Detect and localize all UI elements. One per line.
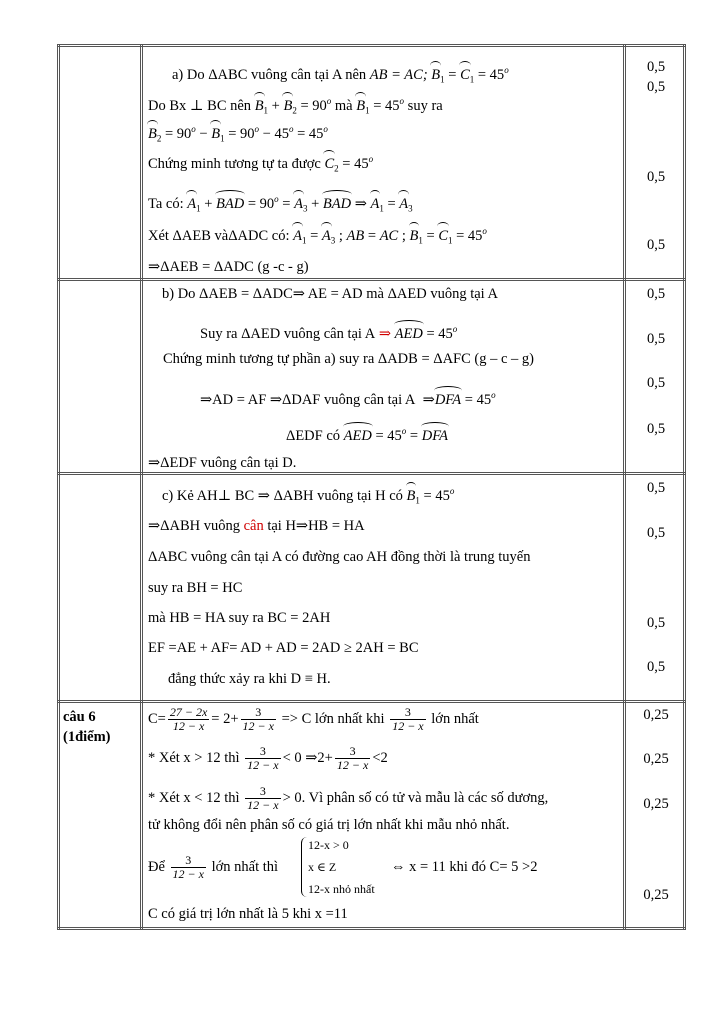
column-divider [140, 44, 143, 930]
column-divider [57, 44, 60, 930]
cau6-line-3: * Xét x < 12 thì $\frac{3}{12 - x}$ > 0. Vì phân số có tử và mẫu là các số dương, [148, 784, 549, 813]
part-b-line-2: Suy ra ΔAED vuông cân tại A ⇒ AED = $45^o$ [200, 324, 458, 342]
part-c-line-4: suy ra BH = HC [148, 580, 243, 596]
part-b-line-3: Chứng minh tương tự phần a) suy ra ΔADB = ΔAFC (g – c – g) [163, 351, 535, 367]
score: 0,25 [643, 796, 669, 812]
part-b-line-1: b) Do ΔAEB = ΔADC⇒ AE = AD mà ΔAED vuông tại A [162, 286, 498, 302]
column-divider [683, 44, 686, 930]
cau6-conclusion: ⇔ x = 11 khi đó C= 5 >2 [391, 859, 538, 875]
system-condition-3: 12-x nhỏ nhất [308, 882, 375, 896]
question-label: câu 6 [63, 709, 96, 725]
part-c-line-3: ΔABC vuông cân tại A có đường cao AH đồng thời là trung tuyến [148, 549, 531, 565]
part-a-line-3: $B_2 = 90^o - B_1 = 90^o - 45^o = 45^o$ [148, 124, 328, 144]
part-a-line-6: Xét ΔAEB vàΔADC có: $A_1 = A_3$ ; AB = AC ; $B_1 = C_1 = 45^o$ [148, 226, 487, 246]
row-divider [57, 278, 685, 281]
score: 0,25 [643, 751, 669, 767]
part-a-line-1: a) Do ΔABC vuông cân tại A nên AB = AC; $B_1 = C_1 = 45^o$ [172, 65, 509, 85]
row-divider [57, 927, 685, 930]
part-c-line-5: mà HB = HA suy ra BC = 2AH [148, 610, 331, 626]
question-points: (1điểm) [63, 729, 111, 745]
part-b-line-6: ⇒ΔEDF vuông cân tại D. [148, 455, 297, 471]
score: 0,5 [646, 525, 666, 541]
row-divider [57, 44, 685, 47]
system-condition-2: x ∈ Z [308, 860, 337, 874]
score: 0,5 [646, 421, 666, 437]
score: 0,5 [646, 237, 666, 253]
part-b-line-4: ⇒AD = AF ⇒ΔDAF vuông cân tại A ⇒DFA = $45^o$ [200, 390, 496, 408]
score: 0,5 [646, 59, 666, 75]
part-c-line-7: đẳng thức xảy ra khi D ≡ H. [168, 671, 331, 687]
score: 0,5 [646, 79, 666, 95]
part-a-line-5: Ta có: $A_1$ + BAD = $90^o = A_3$ + BAD ⇒ $A_1 = A_3$ [148, 194, 413, 214]
part-a-line-7: ⇒ΔAEB = ΔADC (g -c - g) [148, 259, 309, 275]
cau6-line-4: tử không đổi nên phân số có giá trị lớn nhất khi mẫu nhỏ nhất. [148, 817, 510, 833]
cau6-line-6: C có giá trị lớn nhất là 5 khi x =11 [148, 906, 348, 922]
part-c-line-6: EF =AE + AF= AD + AD = 2AD ≥ 2AH = BC [148, 640, 419, 656]
row-divider [57, 472, 685, 475]
column-divider [623, 44, 626, 930]
part-c-line-2: ⇒ΔABH vuông cân tại H⇒HB = HA [148, 518, 365, 534]
score: 0,5 [646, 375, 666, 391]
cau6-line-1: C= $\frac{27 - 2x}{12 - x}$ = 2+ $\frac{3}{12 - x}$ => C lớn nhất khi $\frac{3}{12 - x}$ lớn nhất [148, 705, 479, 734]
score: 0,5 [646, 331, 666, 347]
system-brace [301, 837, 308, 897]
row-divider [57, 700, 685, 703]
cau6-line-2: * Xét x > 12 thì $\frac{3}{12 - x}$ < 0 ⇒2+ $\frac{3}{12 - x}$ <2 [148, 744, 388, 773]
part-a-line-2: Do Bx ⊥ BC nên $B_1 + B_2 = 90^o$ mà $B_1 = 45^o$ suy ra [148, 96, 443, 116]
score: 0,5 [646, 615, 666, 631]
score: 0,5 [646, 169, 666, 185]
score: 0,5 [646, 659, 666, 675]
cau6-line-5: Để $\frac{3}{12 - x}$ lớn nhất thì [148, 853, 279, 882]
part-c-line-1: c) Kẻ AH⊥ BC ⇒ ΔABH vuông tại H có $B_1 = 45^o$ [162, 486, 455, 506]
score: 0,25 [643, 887, 669, 903]
system-condition-1: 12-x > 0 [308, 838, 349, 852]
score: 0,5 [646, 480, 666, 496]
score: 0,25 [643, 707, 669, 723]
part-a-line-4: Chứng minh tương tự ta được $C_2 = 45^o$ [148, 154, 374, 174]
score: 0,5 [646, 286, 666, 302]
part-b-line-5: ΔEDF có AED = $45^o$ = DFA [286, 426, 449, 444]
